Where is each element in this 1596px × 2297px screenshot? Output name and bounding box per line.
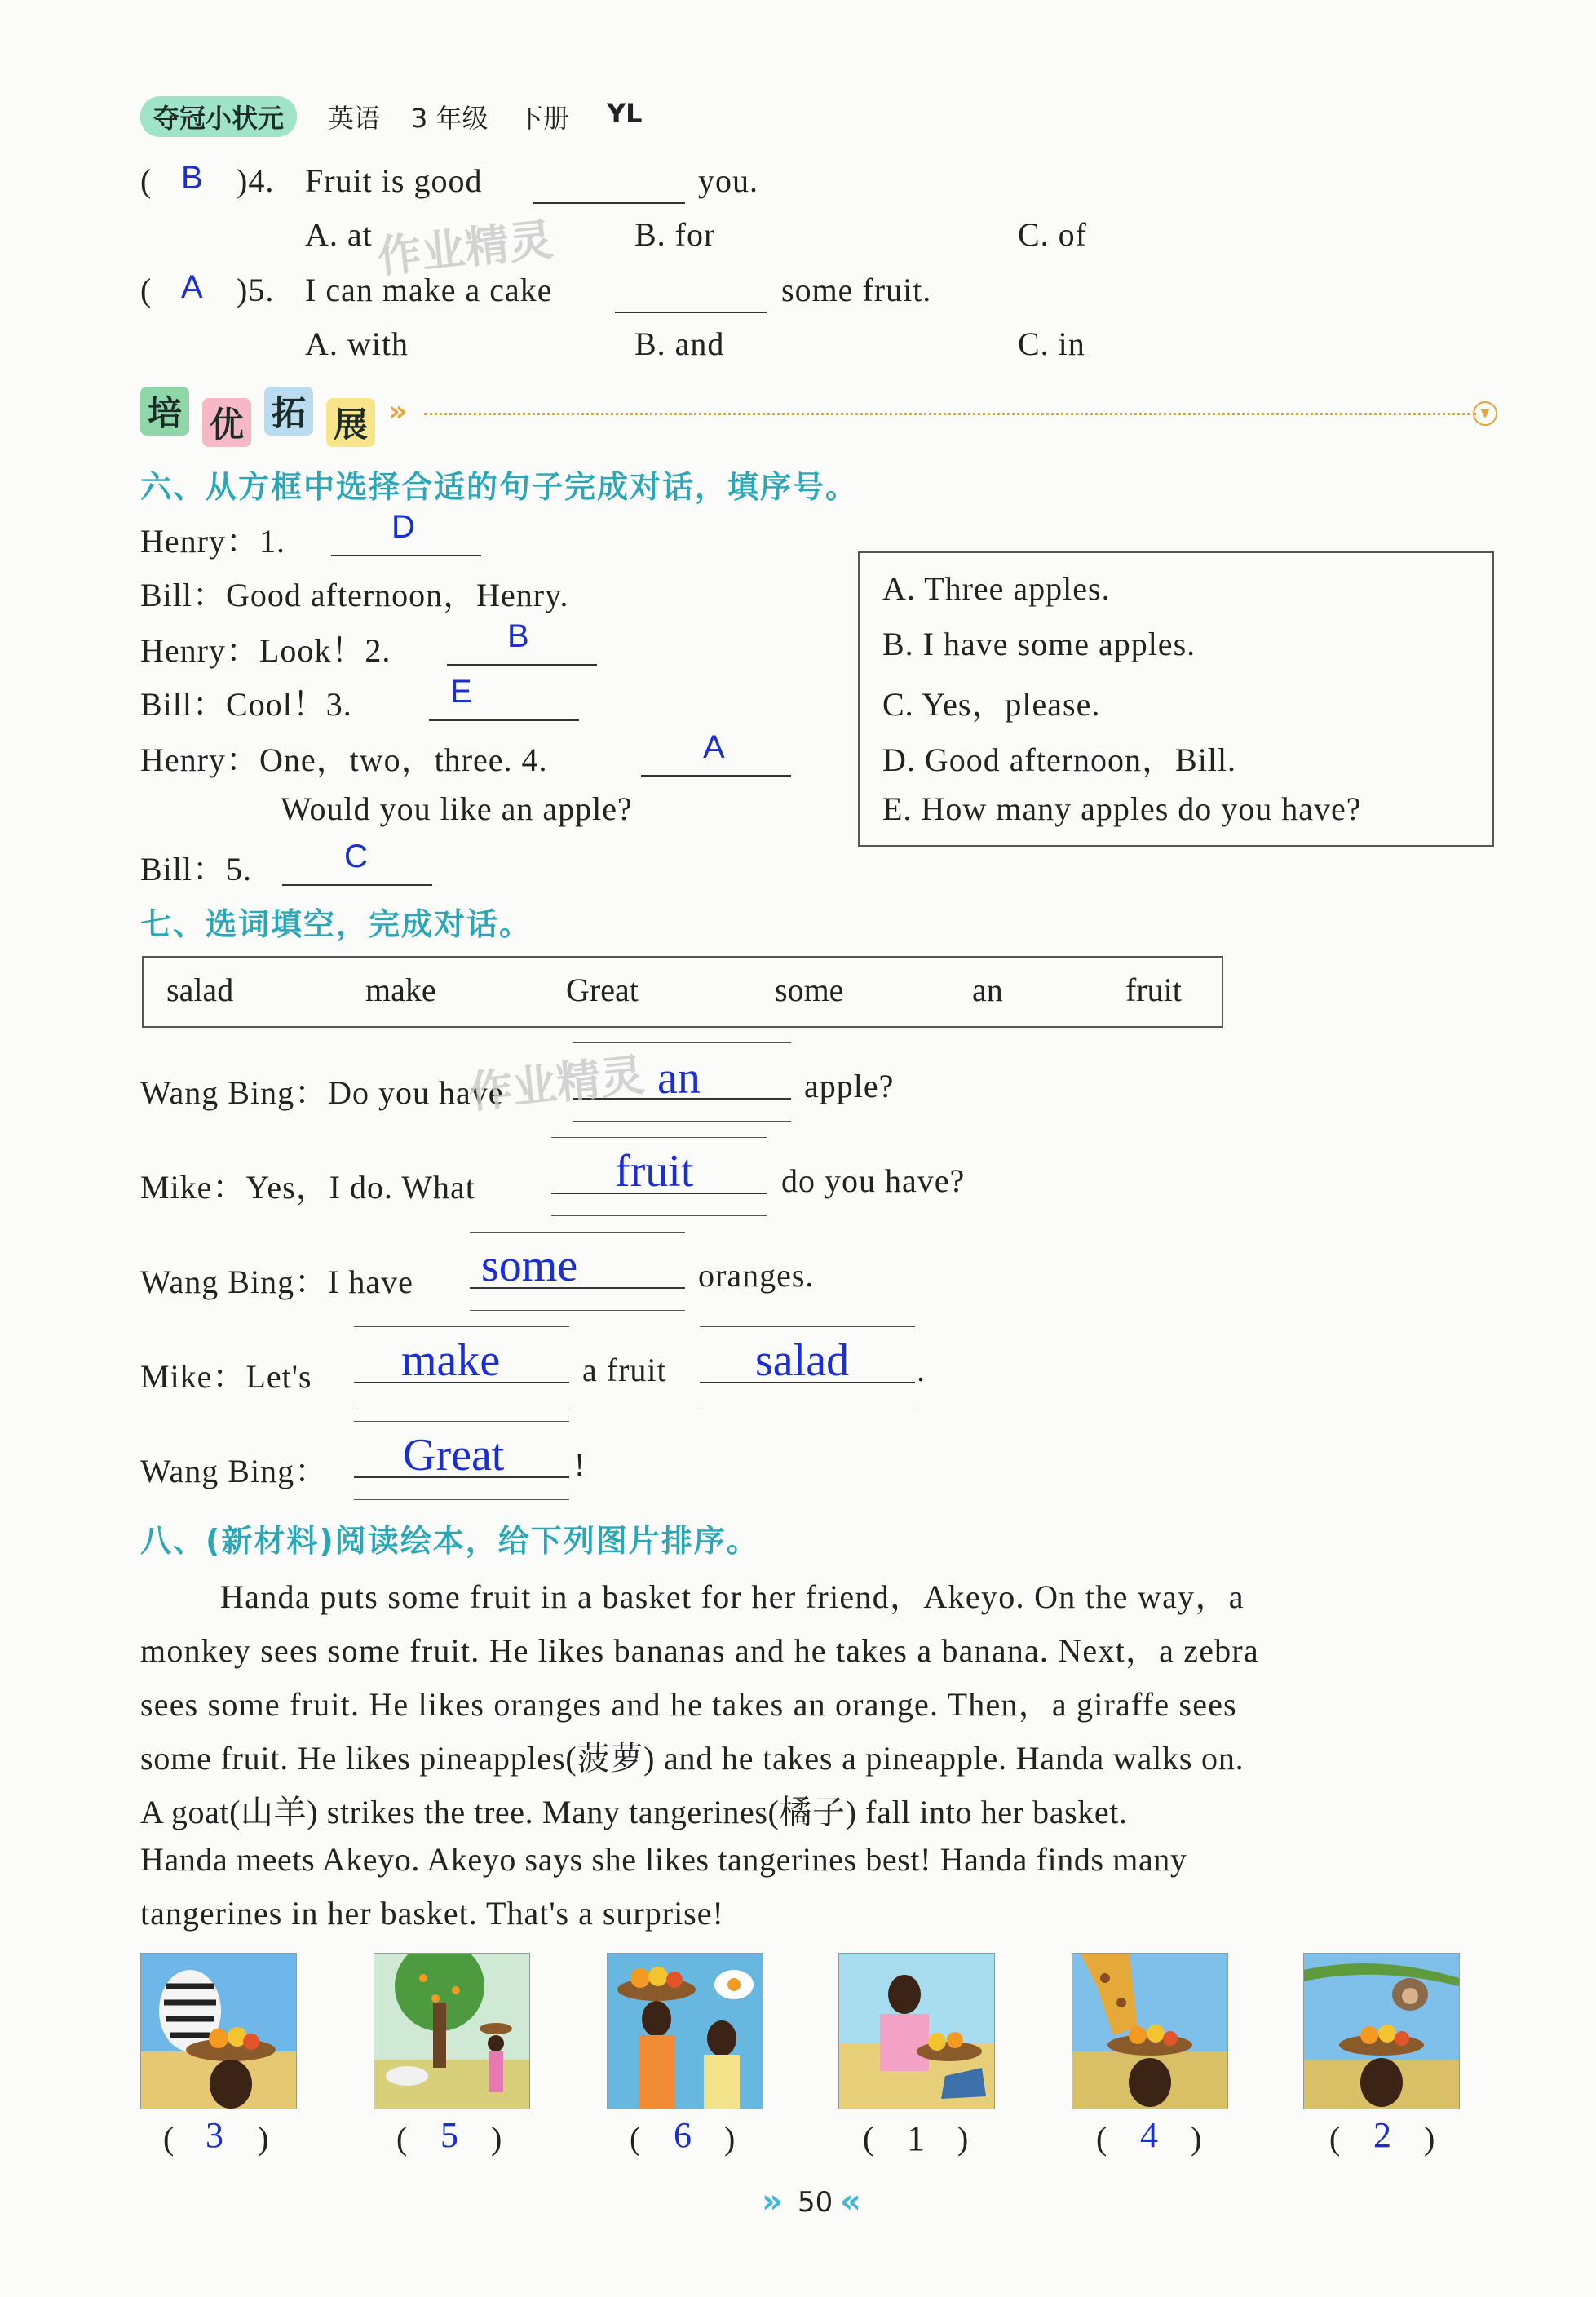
chevron-right-icon: » (762, 2183, 783, 2220)
fill-line-text: Mike：Yes，I do. What (140, 1169, 475, 1206)
dialogue-line: Bill：Cool！3. (140, 686, 352, 723)
answer-blank (551, 1193, 767, 1194)
fill-line-text: Wang Bing： (140, 1453, 329, 1489)
question-stem-end: you. (698, 162, 758, 199)
page-number: 50 (798, 2186, 833, 2219)
mc-answer: B (181, 160, 203, 196)
fill-answer: Great (403, 1430, 505, 1480)
answer-blank (354, 1382, 569, 1383)
dialogue-answer: D (391, 509, 415, 545)
question-stem: Fruit is good (305, 162, 483, 199)
dialogue-answer: B (507, 618, 529, 654)
fill-line-text: Mike：Let's (140, 1358, 312, 1395)
order-paren: ( (396, 2120, 408, 2157)
word-option: Great (566, 971, 639, 1008)
order-paren: ) (491, 2120, 502, 2157)
paren-open: ( (140, 162, 153, 199)
sentence-option-b: B. I have some apples. (882, 626, 1196, 662)
question-stem-end: some fruit. (781, 272, 932, 308)
order-answer: 2 (1373, 2115, 1391, 2155)
header-edition: YL (607, 98, 643, 129)
paragraph-line: Handa puts some fruit in a basket for her friend，Akeyo. On the way，a (220, 1578, 1245, 1615)
fill-answer: some (481, 1241, 578, 1291)
sentence-option-a: A. Three apples. (882, 570, 1111, 607)
fill-line-text: . (917, 1352, 926, 1388)
answer-blank (354, 1476, 569, 1478)
answer-blank (331, 555, 481, 556)
double-chevron-icon: » (388, 395, 408, 428)
option-a: A. at (305, 216, 373, 253)
word-option: salad (166, 971, 234, 1008)
dialogue-line: Henry：One，two，three. 4. (140, 741, 548, 778)
fill-line-text: apple? (804, 1068, 895, 1104)
dialogue-line: Bill：Good afternoon，Henry. (140, 577, 569, 613)
order-paren: ( (630, 2120, 641, 2157)
header-volume: 下册 (517, 103, 570, 134)
fill-answer: make (401, 1335, 501, 1386)
word-option: make (365, 971, 436, 1008)
order-answer: 6 (674, 2115, 692, 2155)
option-c: C. in (1018, 325, 1085, 362)
answer-blank (470, 1287, 685, 1289)
paragraph-line: Handa meets Akeyo. Akeyo says she likes tangerines best! Handa finds many (140, 1841, 1187, 1878)
word-option: an (972, 971, 1003, 1008)
answer-blank (282, 884, 432, 886)
watermark: 作业精灵 (466, 1048, 648, 1119)
fill-line-text: do you have? (781, 1162, 966, 1199)
brand-badge: 夺冠小状元 (140, 96, 297, 137)
word-option: some (775, 971, 844, 1008)
question-stem: I can make a cake (305, 272, 553, 308)
order-paren: ) (1424, 2120, 1435, 2157)
order-answer: 3 (206, 2115, 223, 2155)
order-paren: ( (1329, 2120, 1341, 2157)
answer-blank (700, 1382, 915, 1383)
fill-answer: salad (755, 1335, 850, 1386)
answer-blank (447, 664, 597, 666)
paragraph-line: A goat(山羊) strikes the tree. Many tangerines(橘子) fall into her basket. (140, 1794, 1128, 1830)
dialogue-answer: C (344, 839, 368, 874)
sentence-option-d: D. Good afternoon，Bill. (882, 741, 1237, 778)
paren-open: ( (140, 272, 153, 308)
option-c: C. of (1018, 216, 1087, 253)
paragraph-line: tangerines in her basket. That's a surprise! (140, 1895, 724, 1932)
section-7-title: 七、选词填空，完成对话。 (140, 906, 533, 942)
goat-tree-picture (374, 1953, 530, 2109)
fill-line-text: a fruit (582, 1352, 667, 1388)
word-option: fruit (1125, 971, 1182, 1008)
answer-blank (641, 775, 791, 777)
order-answer: 4 (1140, 2115, 1158, 2155)
dialogue-answer: A (703, 729, 725, 765)
arrow-down-circle-icon: ▼ (1473, 401, 1497, 426)
paragraph-line: monkey sees some fruit. He likes bananas and he takes a banana. Next，a zebra (140, 1632, 1259, 1669)
section-8-title: 八、(新材料)阅读绘本，给下列图片排序。 (140, 1523, 759, 1559)
fill-answer: an (657, 1053, 701, 1104)
order-answer: 5 (440, 2115, 458, 2155)
order-answer: 1 (907, 2118, 925, 2158)
chevron-left-icon: « (840, 2183, 861, 2220)
fill-line-text: Wang Bing：Do you have (140, 1074, 504, 1111)
ext-char-4: 展 (326, 398, 375, 447)
dialogue-line: Bill：5. (140, 851, 253, 887)
order-paren: ) (258, 2120, 269, 2157)
sentence-option-e: E. How many apples do you have? (882, 790, 1362, 827)
option-a: A. with (305, 325, 409, 362)
answer-blank (533, 202, 685, 204)
order-paren: ) (957, 2120, 969, 2157)
giraffe-picture (1072, 1953, 1228, 2109)
order-paren: ) (1191, 2120, 1202, 2157)
header-subject: 英语 (328, 103, 381, 134)
question-number: )5. (237, 272, 275, 308)
monkey-picture (1303, 1953, 1460, 2109)
order-paren: ( (1096, 2120, 1107, 2157)
dialogue-line: Henry：1. (140, 523, 285, 560)
order-paren: ( (863, 2120, 874, 2157)
fill-line-text: ! (574, 1446, 586, 1483)
paragraph-line: some fruit. He likes pineapples(菠萝) and he takes a pineapple. Handa walks on. (140, 1740, 1245, 1777)
header-grade: 3 年级 (411, 103, 489, 134)
mc-answer: A (181, 269, 203, 305)
meets-akeyo-picture (607, 1953, 763, 2109)
sentence-option-c: C. Yes，please. (882, 686, 1101, 723)
handa-basket-picture (838, 1953, 995, 2109)
order-paren: ) (724, 2120, 736, 2157)
fill-line-text: oranges. (698, 1257, 815, 1294)
fill-answer: fruit (615, 1146, 694, 1197)
fill-line-text: Wang Bing：I have (140, 1264, 413, 1300)
dialogue-line: Would you like an apple? (281, 790, 633, 827)
answer-blank (429, 719, 579, 721)
zebra-picture (140, 1953, 297, 2109)
ext-char-3: 拓 (264, 387, 313, 436)
dotted-divider (424, 413, 1476, 415)
ext-char-2: 优 (202, 398, 251, 447)
order-paren: ( (163, 2120, 175, 2157)
dialogue-answer: E (450, 674, 472, 710)
option-b: B. for (634, 216, 716, 253)
paragraph-line: sees some fruit. He likes oranges and he takes an orange. Then，a giraffe sees (140, 1686, 1237, 1723)
word-box (142, 956, 1223, 1028)
section-6-title: 六、从方框中选择合适的句子完成对话，填序号。 (140, 469, 859, 505)
question-number: )4. (237, 162, 275, 199)
option-b: B. and (634, 325, 725, 362)
watermark: 作业精灵 (374, 213, 556, 284)
ext-char-1: 培 (140, 387, 189, 436)
answer-blank (615, 312, 767, 313)
dialogue-line: Henry：Look！2. (140, 632, 391, 669)
